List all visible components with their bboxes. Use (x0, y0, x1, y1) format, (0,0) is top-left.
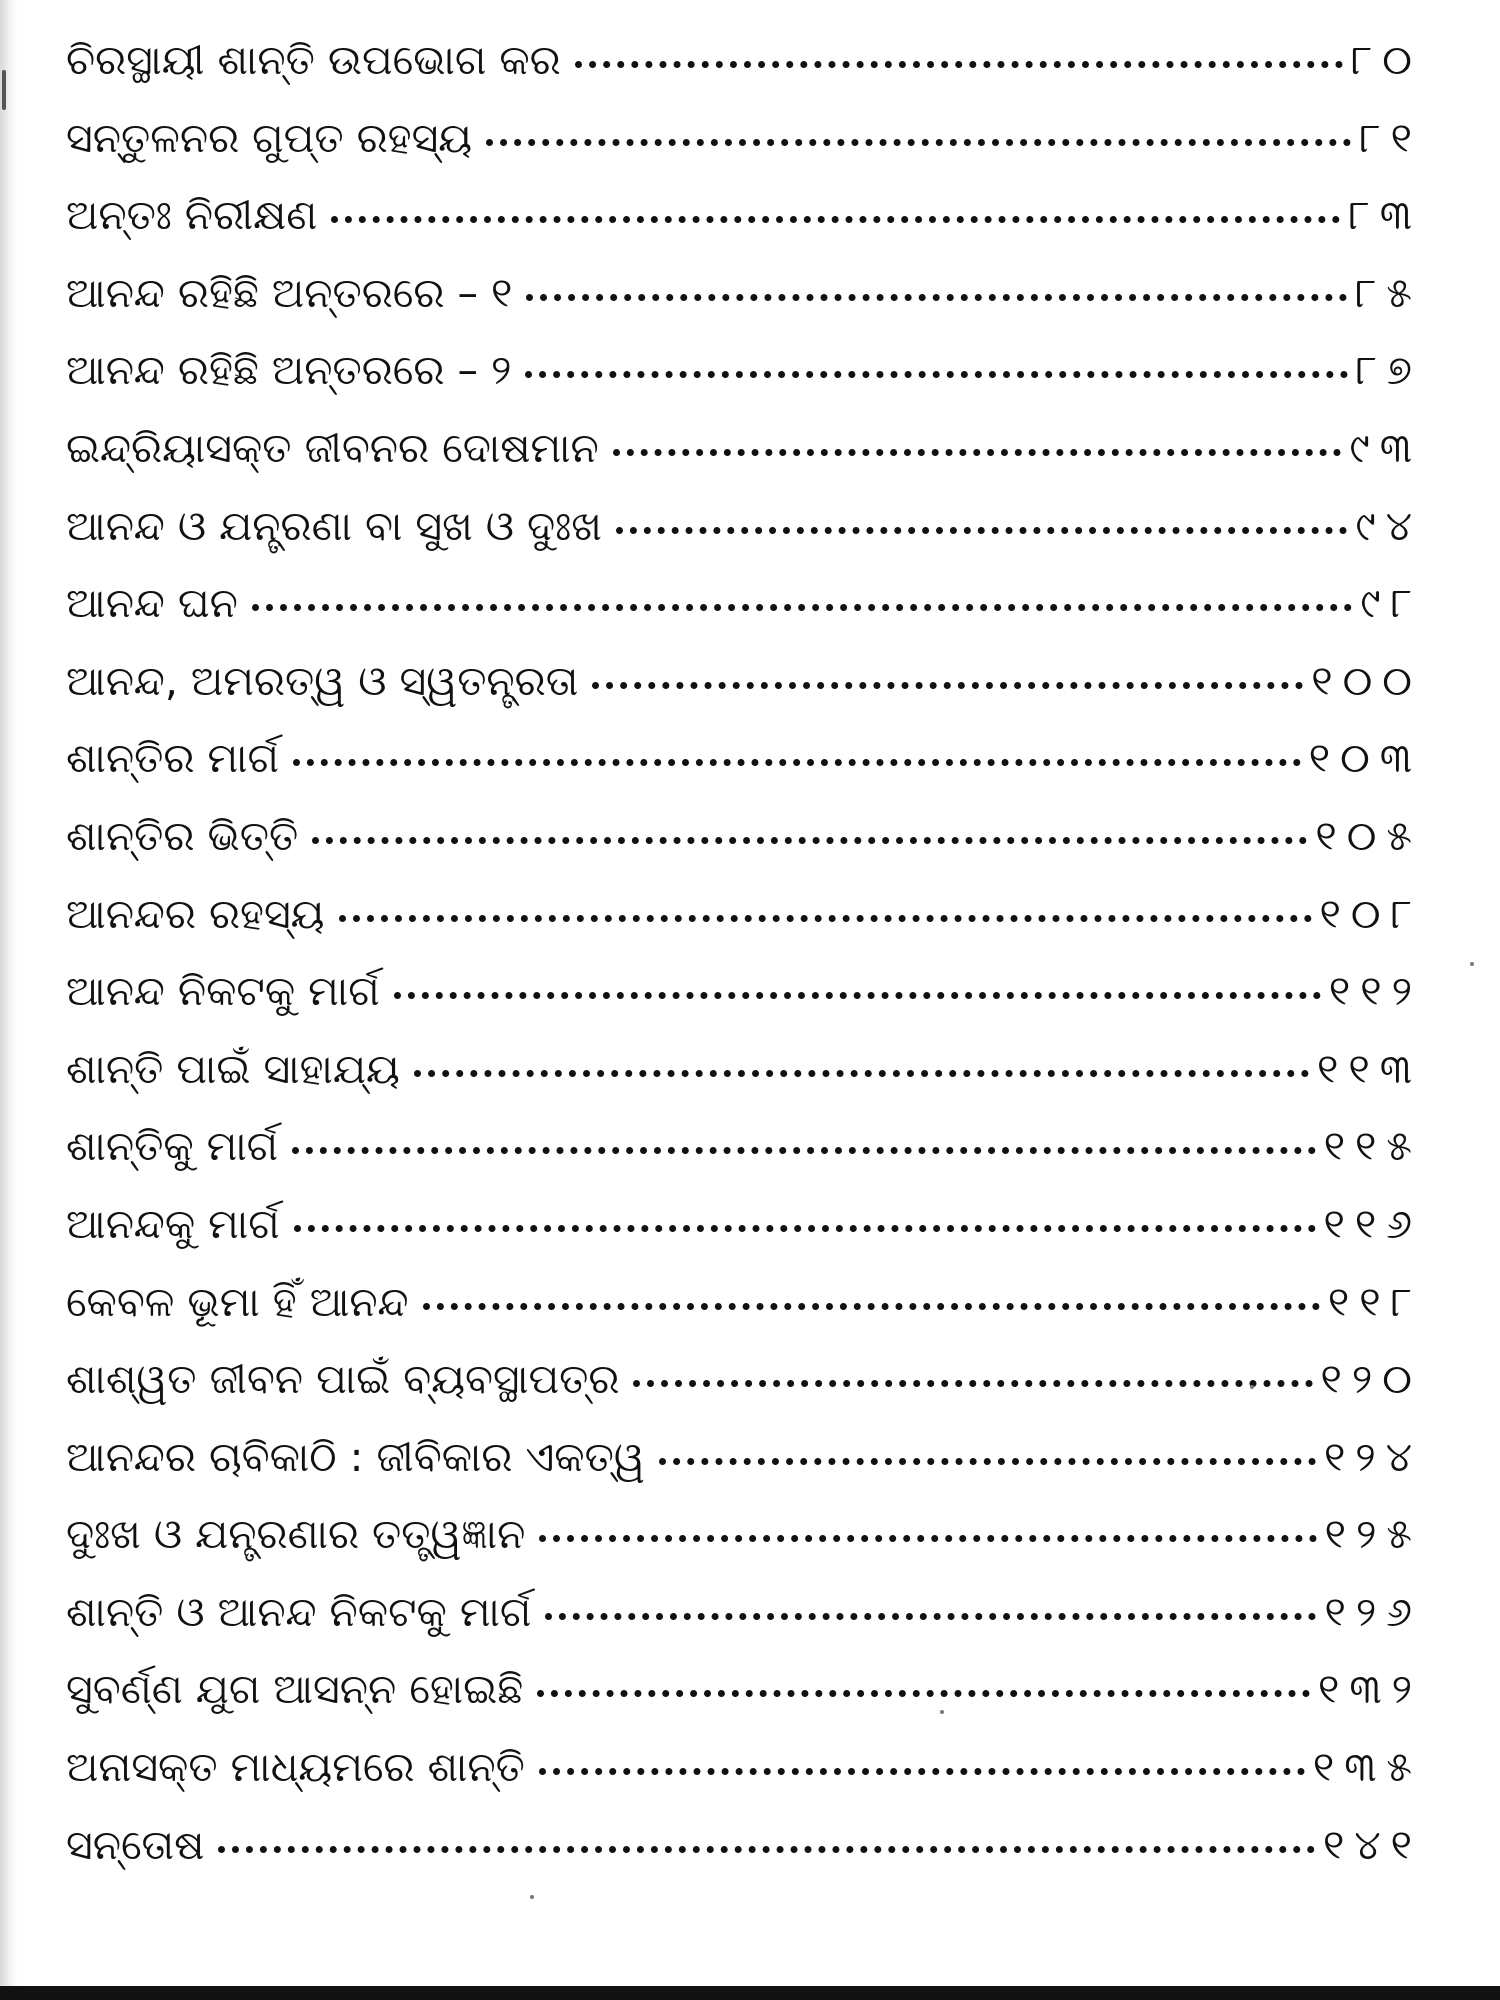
toc-entry (66, 720, 1422, 798)
toc-entry (66, 1651, 1422, 1729)
dot-leader (486, 139, 1351, 146)
toc-entry-page: ୧୨୪ (1323, 1432, 1422, 1481)
toc-entry (66, 798, 1422, 876)
toc-entry (66, 953, 1422, 1031)
dot-leader (312, 837, 1307, 844)
toc-entry (66, 1574, 1422, 1652)
toc-entry-title: ଅନାସକ୍ତ ମାଧ୍ୟମରେ ଶାନ୍ତି (66, 1743, 525, 1792)
toc-entry-page: ୯୮ (1360, 579, 1422, 628)
toc-entry-page: ୧୦୫ (1315, 811, 1422, 860)
dot-leader (633, 1380, 1312, 1387)
toc-entry-title: ଶାଶ୍ୱତ ଜୀବନ ପାଇଁ ବ୍ୟବସ୍ଥାପତ୍ର (66, 1355, 620, 1404)
toc-entry (66, 488, 1422, 566)
paper-speck (940, 1710, 944, 1714)
dot-leader (545, 1613, 1316, 1620)
toc-entry-page: ୧୦୮ (1319, 889, 1422, 938)
toc-entry-title: ଶାନ୍ତି ଓ ଆନନ୍ଦ ନିକଟକୁ ମାର୍ଗ (66, 1587, 532, 1636)
table-of-contents (66, 22, 1422, 1884)
toc-entry-title: ଆନନ୍ଦକୁ ମାର୍ଗ (66, 1199, 280, 1248)
toc-entry-title: ଅନ୍ତଃ ନିରୀକ୍ଷଣ (66, 191, 318, 240)
page-left-edge (0, 0, 18, 2000)
toc-entry (66, 1419, 1422, 1497)
dot-leader (592, 682, 1303, 689)
dot-leader (539, 1768, 1305, 1775)
dot-leader (423, 1303, 1320, 1310)
toc-entry (66, 1496, 1422, 1574)
toc-entry (66, 1108, 1422, 1186)
dot-leader (394, 992, 1321, 999)
toc-entry-title: ଆନନ୍ଦର ଚାବିକାଠି : ଜୀବିକାର ଏକତ୍ୱ (66, 1432, 645, 1481)
toc-entry-page: ୮୩ (1348, 191, 1422, 240)
toc-entry (66, 410, 1422, 488)
dot-leader (659, 1458, 1316, 1465)
toc-entry-page: ୧୧୨ (1328, 967, 1422, 1016)
dot-leader (293, 759, 1301, 766)
toc-entry (66, 876, 1422, 954)
toc-entry-page: ୧୧୩ (1317, 1044, 1422, 1093)
dot-leader (414, 1070, 1309, 1077)
toc-entry-page: ୧୦୩ (1308, 734, 1422, 783)
toc-entry-page: ୮୧ (1359, 113, 1422, 162)
dot-leader (537, 1690, 1310, 1697)
toc-entry-title: ଆନନ୍ଦ, ଅମରତ୍ୱ ଓ ସ୍ୱତନ୍ତ୍ରତା (66, 656, 579, 705)
paper-speck (530, 1895, 534, 1899)
toc-entry-page: ୯୩ (1349, 423, 1422, 472)
dot-leader (575, 61, 1343, 68)
dot-leader (292, 1147, 1316, 1154)
dot-leader (539, 1535, 1316, 1542)
dot-leader (218, 1846, 1315, 1853)
toc-entry-page: ୮୦ (1350, 36, 1422, 84)
toc-entry (66, 643, 1422, 721)
toc-entry-title: ସୁବର୍ଣ୍ଣ ଯୁଗ ଆସନ୍ନ ହୋଇଛି (66, 1665, 524, 1714)
toc-entry (66, 1186, 1422, 1264)
toc-entry-page: ୧୨୦ (1320, 1355, 1422, 1404)
toc-entry (66, 565, 1422, 643)
dot-leader (526, 294, 1347, 301)
paper-speck (1250, 1385, 1254, 1389)
toc-entry-page: ୧୧୬ (1323, 1199, 1422, 1248)
page-bottom-edge (0, 1986, 1500, 2000)
toc-entry-title: ଇନ୍ଦ୍ରିୟାସକ୍ତ ଜୀବନର ଦୋଷମାନ (66, 423, 599, 472)
toc-entry (66, 1264, 1422, 1342)
dot-leader (616, 527, 1347, 534)
dot-leader (294, 1225, 1316, 1232)
toc-entry-title: ସନ୍ତୋଷ (66, 1820, 205, 1869)
toc-entry-page: ୯୪ (1355, 501, 1422, 550)
dot-leader (339, 915, 1312, 922)
toc-entry-title: ଆନନ୍ଦ ନିକଟକୁ ମାର୍ଗ (66, 967, 380, 1016)
toc-entry-page: ୧୧୮ (1327, 1277, 1422, 1326)
toc-entry-title: ଆନନ୍ଦ ରହିଛି ଅନ୍ତରରେ – ୨ (66, 346, 512, 395)
dot-leader (525, 371, 1347, 378)
toc-entry-page: ୧୨୬ (1324, 1587, 1422, 1636)
toc-entry-title: ଶାନ୍ତିକୁ ମାର୍ଗ (66, 1122, 279, 1171)
toc-entry-page: ୧୧୫ (1323, 1122, 1422, 1171)
toc-entry (66, 255, 1422, 333)
dot-leader (252, 604, 1352, 611)
toc-entry (66, 1031, 1422, 1109)
toc-entry-title: ଶାନ୍ତିର ମାର୍ଗ (66, 734, 279, 783)
toc-entry-title: ଆନନ୍ଦ ଓ ଯନ୍ତ୍ରଣା ବା ସୁଖ ଓ ଦୁଃଖ (66, 501, 602, 550)
toc-entry-title: ଆନନ୍ଦର ରହସ୍ୟ (66, 889, 325, 938)
toc-entry (66, 22, 1422, 100)
toc-entry-page: ୧୦୦ (1311, 656, 1422, 705)
paper-speck (1470, 962, 1474, 966)
toc-entry-title: ଶାନ୍ତିର ଭିତ୍ତି (66, 811, 299, 860)
toc-entry (66, 1729, 1422, 1807)
toc-entry (66, 177, 1422, 255)
dot-leader (331, 216, 1340, 223)
toc-entry-page: ୧୩୫ (1312, 1743, 1422, 1792)
toc-entry-page: ୧୩୨ (1317, 1665, 1422, 1714)
toc-entry (66, 1341, 1422, 1419)
toc-entry-title: ଦୁଃଖ ଓ ଯନ୍ତ୍ରଣାର ତତ୍ତ୍ୱଜ୍ଞାନ (66, 1510, 526, 1559)
toc-entry (66, 332, 1422, 410)
toc-entry (66, 1807, 1422, 1885)
dot-leader (613, 449, 1342, 456)
toc-entry-title: ଆନନ୍ଦ ଘନ (66, 579, 238, 628)
toc-entry-title: କେବଳ ଭୂମା ହିଁ ଆନନ୍ଦ (66, 1277, 409, 1326)
toc-entry-page: ୮୫ (1355, 268, 1422, 317)
toc-entry-page: ୮୭ (1355, 346, 1422, 395)
toc-entry-title: ଶାନ୍ତି ପାଇଁ ସାହାଯ୍ୟ (66, 1044, 400, 1093)
toc-entry-title: ସନ୍ତୁଳନର ଗୁପ୍ତ ରହସ୍ୟ (66, 113, 473, 162)
toc-entry-page: ୧୨୫ (1324, 1510, 1422, 1559)
toc-entry-title: ଚିରସ୍ଥାୟୀ ଶାନ୍ତି ଉପଭୋଗ କର (66, 36, 561, 84)
toc-entry-page: ୧୪୧ (1322, 1820, 1422, 1869)
toc-entry (66, 100, 1422, 178)
toc-entry-title: ଆନନ୍ଦ ରହିଛି ଅନ୍ତରରେ – ୧ (66, 268, 513, 317)
